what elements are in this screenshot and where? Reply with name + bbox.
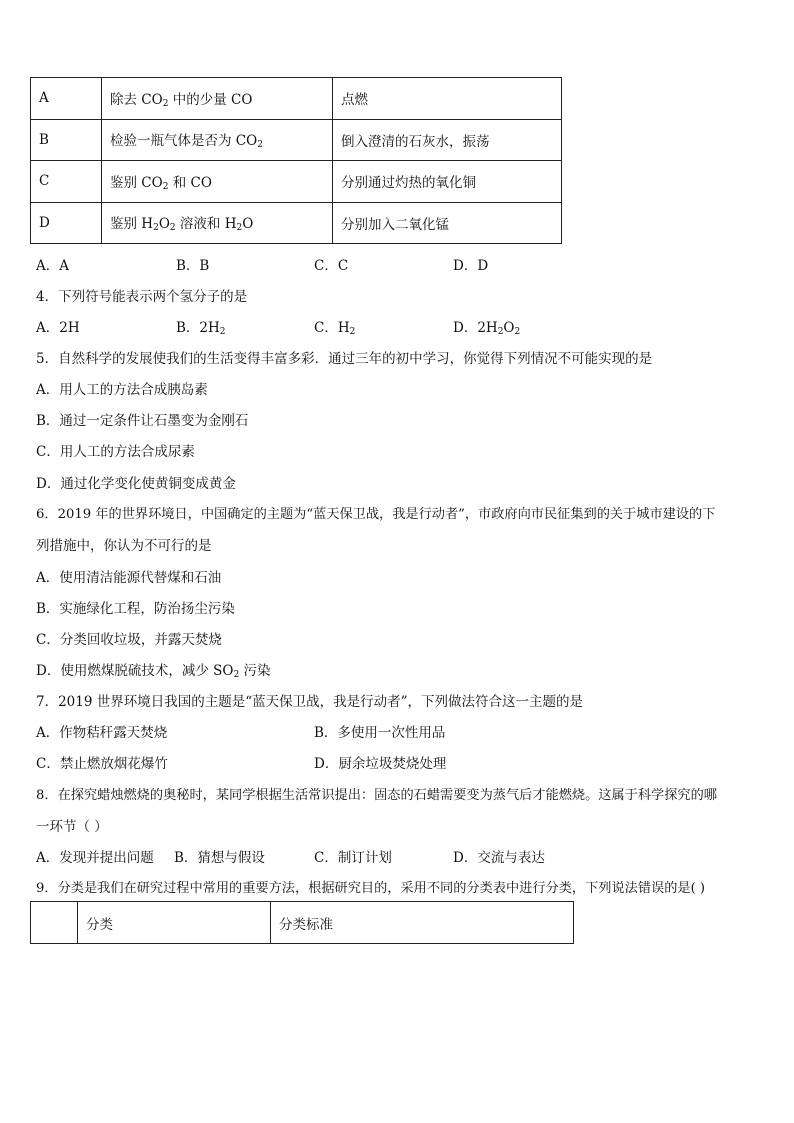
row-purpose: 鉴别 $H_2O_2$ 溶液和 $H_2O$ [102,202,333,244]
q3-option-a: A．A [36,258,69,274]
q4-option-b: B．$2H_2$ [176,320,226,337]
q5-option-c: C．用人工的方法合成尿素 [36,444,195,460]
q8-stem-line1: 8．在探究蜡烛燃烧的奥秘时，某同学根据生活常识提出：固态的石蜡需要变为蒸气后才能燃烧。这属于科学探究的哪 [36,788,717,803]
row-label: D [31,202,102,244]
q5-option-b: B．通过一定条件让石墨变为金刚石 [36,413,249,429]
row-method: 分别加入二氧化锰 [333,202,562,244]
q3-option-d: D．D [453,258,489,274]
q9-stem: 9．分类是我们在研究过程中常用的重要方法，根据研究目的，采用不同的分类表中进行分类，下列说法错误的是( ) [36,881,706,896]
classification-header-category: 分类 [78,902,271,944]
row-label: B [31,119,102,161]
table-row [31,202,562,244]
q7-option-d: D．厨余垃圾焚烧处理 [314,756,447,772]
row-label: C [31,161,102,203]
q3-option-c: C．C [314,258,349,274]
q4-stem: 4．下列符号能表示两个氢分子的是 [36,289,248,305]
q8-option-d: D．交流与表达 [453,850,545,866]
row-purpose: 检验一瓶气体是否为 $CO_2$ [102,119,333,161]
q6-option-d: D．使用燃煤脱硫技术，减少 $SO_2$ 污染 [36,663,271,680]
classification-header-blank [31,902,78,944]
table-row [31,119,562,161]
table-row [31,161,562,203]
q8-option-a: A．发现并提出问题 [36,850,154,866]
q7-option-a: A．作物秸秆露天焚烧 [36,725,168,741]
q6-option-a: A．使用清洁能源代替煤和石油 [36,570,222,586]
q4-option-a: A．2H [36,320,80,336]
table-row [31,78,562,120]
classification-header-criteria: 分类标准 [271,902,574,944]
q6-stem-line2: 列措施中，你认为不可行的是 [36,538,212,554]
q6-option-b: B．实施绿化工程，防治扬尘污染 [36,601,235,617]
row-purpose: 除去 $CO_2$ 中的少量 CO [102,78,333,120]
row-method: 倒入澄清的石灰水，振荡 [333,119,562,161]
q8-option-c: C．制订计划 [314,850,392,866]
q4-option-c: C．$H_2$ [314,320,356,337]
q5-option-a: A．用人工的方法合成胰岛素 [36,382,208,398]
q8-stem-line2: 一环节（ ） [36,819,108,835]
q8-option-b: B．猜想与假设 [174,850,265,866]
q7-option-b: B．多使用一次性用品 [314,725,446,741]
classification-table [30,901,574,944]
options-table [30,77,562,244]
q7-option-c: C．禁止燃放烟花爆竹 [36,756,168,772]
row-method: 分别通过灼热的氧化铜 [333,161,562,203]
q4-option-d: D．$2H_2O_2$ [453,320,521,337]
q5-option-d: D．通过化学变化使黄铜变成黄金 [36,476,236,492]
q6-option-c: C．分类回收垃圾，并露天焚烧 [36,632,222,648]
q7-stem: 7．2019 世界环境日我国的主题是“蓝天保卫战，我是行动者”，下列做法符合这一主题的是 [36,694,584,710]
row-purpose: 鉴别 $CO_2$ 和 CO [102,161,333,203]
row-label: A [31,78,102,120]
q6-stem-line1: 6．2019 年的世界环境日，中国确定的主题为“蓝天保卫战，我是行动者”，市政府向市民征集到的关于城市建设的下 [36,507,716,522]
q3-option-b: B．B [176,258,210,274]
q5-stem: 5．自然科学的发展使我们的生活变得丰富多彩．通过三年的初中学习，你觉得下列情况不可能实现的是 [36,351,653,367]
row-method: 点燃 [333,78,562,120]
